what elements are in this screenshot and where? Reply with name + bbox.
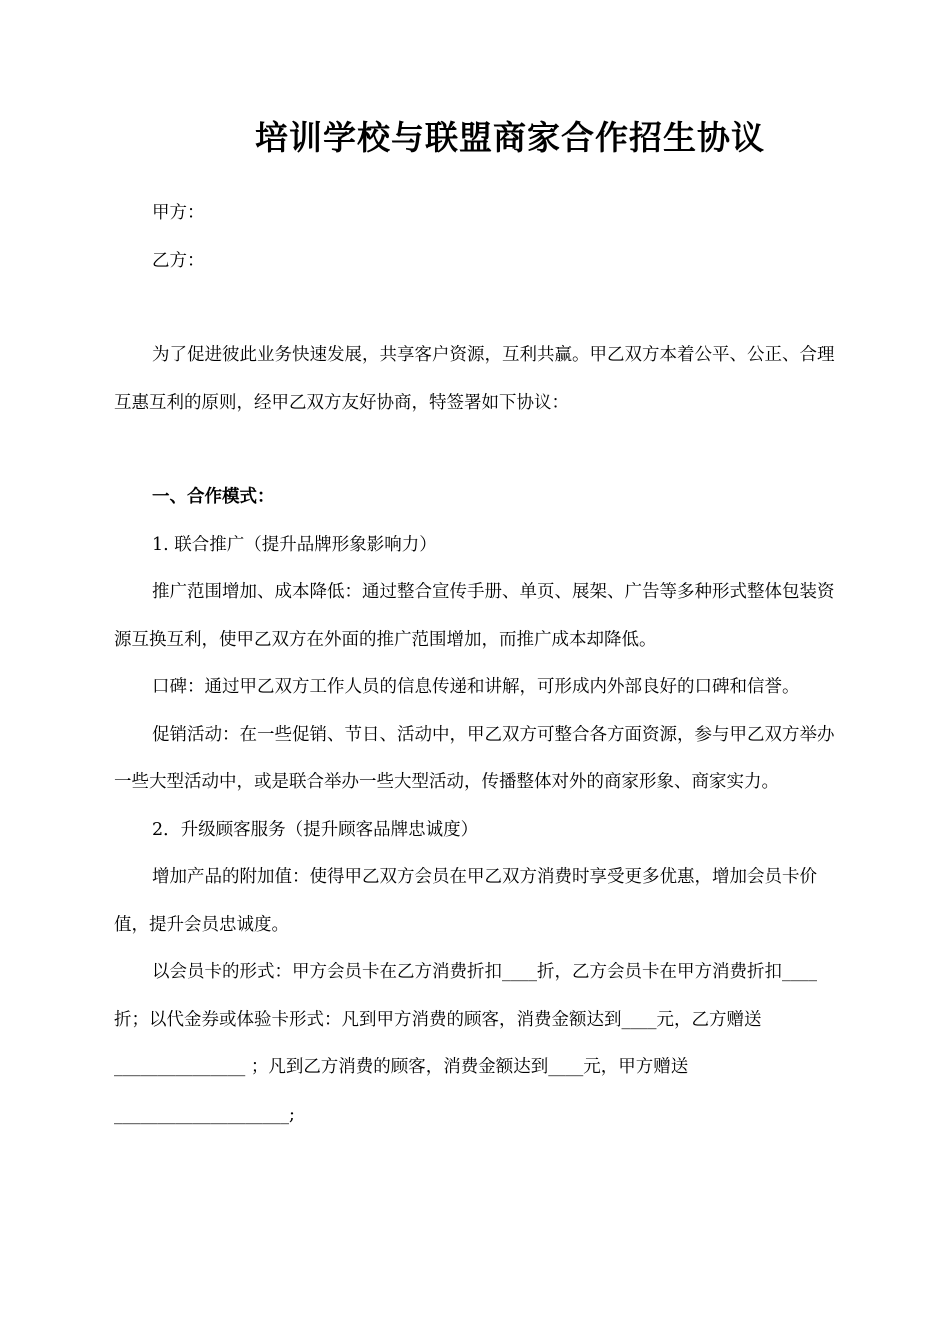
paragraph-promotional-activities: 促销活动：在一些促销、节日、活动中，甲乙双方可整合各方面资源，参与甲乙双方举办一些大型活动中，或是联合举办一些大型活动，传播整体对外的商家形象、商家实力。 <box>114 724 835 792</box>
intro-paragraph: 为了促进彼此业务快速发展，共享客户资源，互利共赢。甲乙双方本着公平、公正、合理互惠互利的原则，经甲乙双方友好协商，特签署如下协议： <box>114 345 835 413</box>
item-heading-joint-promotion: 1. 联合推广（提升品牌形象影响力） <box>152 534 437 555</box>
party-b-line: 乙方： <box>152 250 205 271</box>
document-title: 培训学校与联盟商家合作招生协议 <box>255 118 765 157</box>
paragraph-reputation: 口碑：通过甲乙双方工作人员的信息传递和讲解，可形成内外部良好的口碑和信誉。 <box>152 677 800 697</box>
document-body <box>114 190 838 1139</box>
paragraph-promotion-scope: 推广范围增加、成本降低：通过整合宣传手册、单页、展架、广告等多种形式整体包装资源互换互利，使甲乙双方在外面的推广范围增加，而推广成本却降低。 <box>114 582 835 650</box>
spacer <box>114 427 838 474</box>
section-heading-cooperation-mode: 一、合作模式： <box>152 487 275 507</box>
spacer <box>114 285 838 332</box>
item-heading-customer-service: 2．升级顾客服务（提升顾客品牌忠诚度） <box>152 819 479 840</box>
paragraph-membership-card: 以会员卡的形式：甲方会员卡在乙方消费折扣____折，乙方会员卡在甲方消费折扣____折；以代金券或体验卡形式：凡到甲方消费的顾客，消费金额达到____元，乙方赠送_______________ ；凡到乙方消费的顾客，消费金额达到____元，甲方赠送____________________; <box>114 962 817 1125</box>
paragraph-added-value: 增加产品的附加值：使得甲乙双方会员在甲乙双方消费时享受更多优惠，增加会员卡价值，提升会员忠诚度。 <box>114 867 817 935</box>
party-a-line: 甲方： <box>152 203 205 223</box>
